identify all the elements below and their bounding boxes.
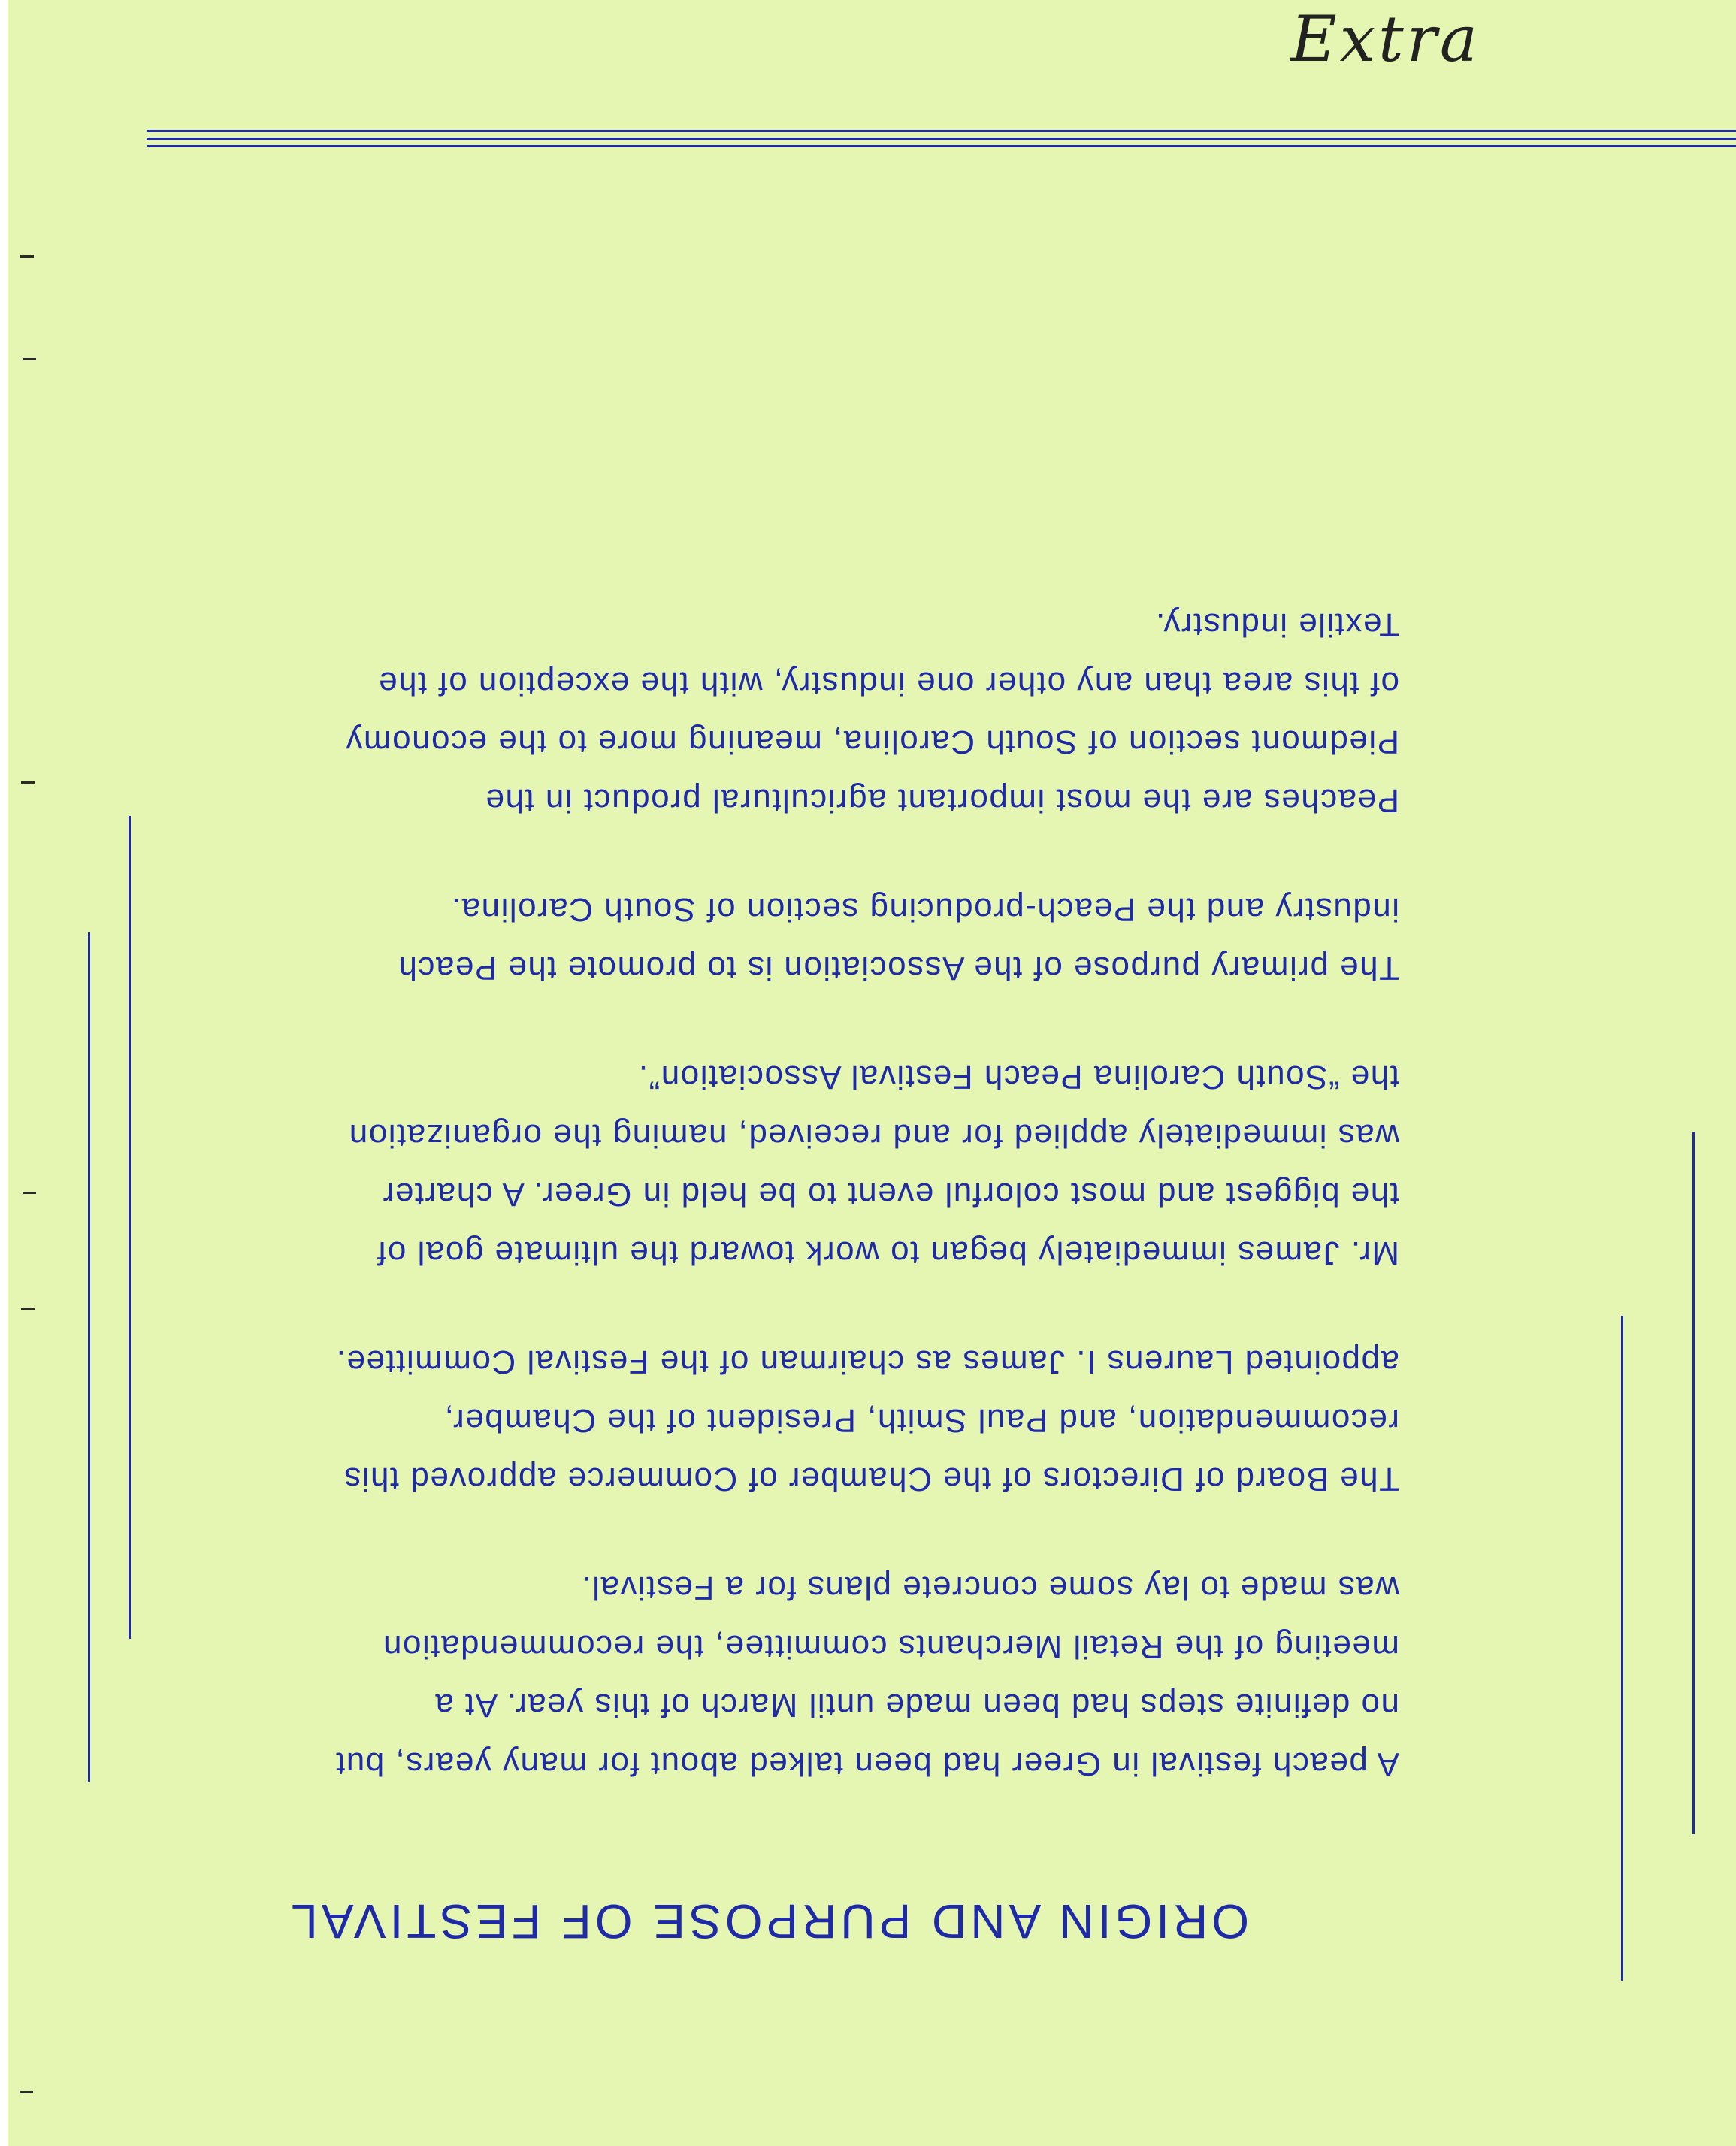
binding-mark [23, 358, 36, 360]
paragraph: Mr. James immediately began to work toward the ultimate goal of the biggest and most colorful event to be held in Greer. A charter was immediately applied for and received, naming the organization the “South Carolina Peach Festival Association”. [348, 1059, 1399, 1271]
footer-rule [147, 130, 1736, 132]
page-edge [0, 0, 8, 2146]
paragraph: The Board of Directors of the Chamber of Commerce approved this recommendation, and Paul Smith, President of the Chamber, appointed Laurens I. James as chairman of the Festival Committee. [335, 1344, 1399, 1498]
paragraph: The primary purpose of the Association is to promote the Peach industry and the Peach-producing section of South Carolina. [398, 891, 1399, 987]
decorative-rule-left-outer [88, 932, 90, 1782]
footer-rule [147, 145, 1736, 147]
page-title: ORIGIN AND PURPOSE OF FESTIVAL [287, 1894, 1249, 1948]
body-text [332, 545, 1399, 1793]
decorative-rule-right-outer [1692, 1132, 1695, 1834]
footer-rule [147, 138, 1736, 140]
binding-mark [21, 781, 35, 784]
binding-mark [20, 2091, 33, 2093]
binding-mark [21, 1308, 35, 1310]
decorative-rule-right-inner [1621, 1316, 1623, 1981]
binding-mark [23, 1192, 36, 1194]
paragraph: A peach festival in Greer had been talked about for many years, but no definite steps had been made until March of this year. At a meeting of the Retail Merchants committee, the recommendation was made to lay some concrete plans for a Festival. [334, 1570, 1399, 1782]
binding-mark [20, 255, 34, 258]
paragraph: Peaches are the most important agricultural product in the Piedmont section of South Carolina, meaning more to the economy of this area than any other one industry, with the exception of the Textile industry. [344, 606, 1399, 819]
decorative-rule-left-inner [129, 816, 131, 1639]
handwritten-annotation: Extra [1290, 2, 1480, 76]
